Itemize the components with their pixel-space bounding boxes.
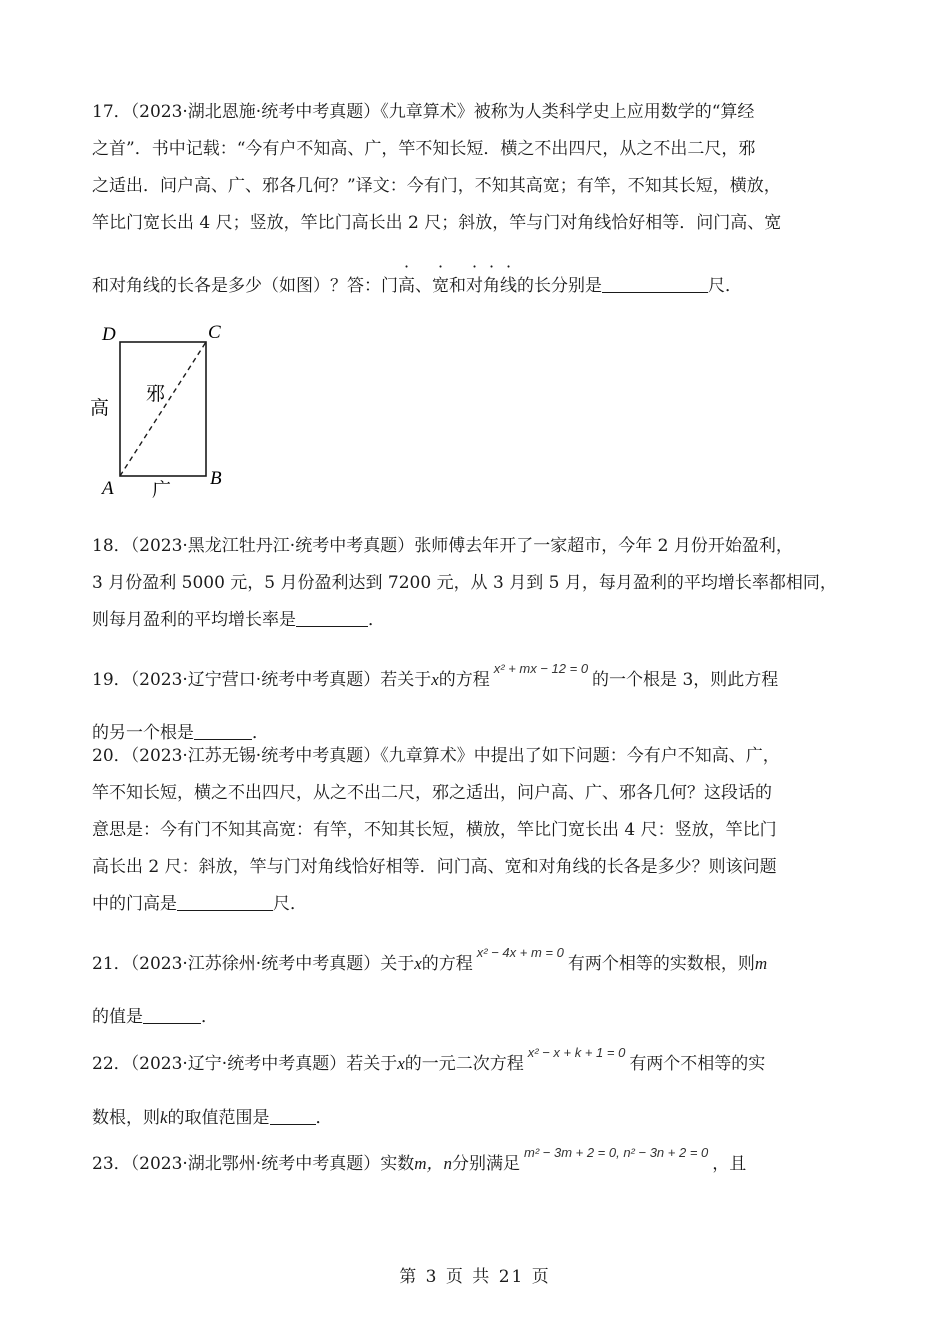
question-19 <box>92 650 862 752</box>
variable-x: x <box>431 670 439 689</box>
q17-line-2: 之首”．书中记载：“今有户不知高、广，竿不知长短．横之不出四尺，从之不出二尺，邪 <box>92 139 756 159</box>
emphasis-dot: 线 <box>500 276 517 296</box>
q17-line-3: 之适出．问户高、广、邪各几何？”译文：今有门，不知其高宽；有竿，不知其长短，横放， <box>92 176 781 196</box>
label-width: 广 <box>152 479 172 500</box>
q21-line-2: 的值是 ． <box>92 1007 218 1027</box>
question-18 <box>92 528 862 639</box>
answer-blank[interactable] <box>270 1106 316 1125</box>
q20-line-4: 高长出 2 尺：斜放，竿与门对角线恰好相等．问门高、宽和对角线的长各是多少？则该问题 <box>92 857 777 877</box>
q22-line-2: 数根，则k的取值范围是 ． <box>92 1108 333 1128</box>
question-23 <box>92 1134 862 1183</box>
question-20 <box>92 738 862 923</box>
q21-line-1: 21．（2023·江苏徐州·统考中考真题）关于x的方程$^{x^2 - 4x + m = 0}$有两个相等的实数根，则m <box>92 945 768 974</box>
variable-x: x <box>414 954 422 973</box>
answer-blank[interactable] <box>177 892 273 911</box>
q20-line-3: 意思是：今有门不知其高宽：有竿，不知其长短，横放，竿比门宽长出 4 尺：竖放，竿比门 <box>92 820 777 840</box>
q22-line-1: 22．（2023·辽宁·统考中考真题）若关于x的一元二次方程$^{x^2 - x + k + 1 = 0}$有两个不相等的实 <box>92 1045 766 1074</box>
equation-image: m² − 3m + 2 = 0, n² − 3n + 2 = 0 <box>523 1145 709 1160</box>
emphasis-dot: 角 <box>483 276 500 296</box>
emphasis-dot: 高 <box>398 276 415 296</box>
label-B: B <box>210 468 222 489</box>
answer-blank[interactable] <box>296 608 368 627</box>
variable-m: m <box>754 954 768 973</box>
q17-line-4: 竿比门宽长出 4 尺；竖放，竿比门高长出 2 尺；斜放，竿与门对角线恰好相等．问门高、宽 <box>92 213 782 233</box>
label-C: C <box>208 322 221 343</box>
emphasis-dot: 宽 <box>432 276 449 296</box>
answer-blank[interactable] <box>602 274 708 293</box>
equation-image: x² − 4x + m = 0 <box>476 945 564 960</box>
question-21 <box>92 934 862 1036</box>
q17-line-5: 和对角线的长各是多少（如图）？答：门高、宽和对角线的长分别是 尺． <box>92 268 862 305</box>
label-diagonal: 邪 <box>146 383 166 405</box>
label-A: A <box>102 478 114 499</box>
answer-blank[interactable] <box>143 1005 201 1024</box>
variable-mn: m，n <box>414 1154 452 1173</box>
q20-line-1: 20．（2023·江苏无锡·统考中考真题）《九章算术》中提出了如下问题：今有户不知高、广， <box>92 746 780 766</box>
variable-x: x <box>397 1054 405 1073</box>
door-diagram <box>88 320 248 500</box>
q17-line-1: 17．（2023·湖北恩施·统考中考真题）《九章算术》被称为人类科学史上应用数学的“算经 <box>92 102 755 122</box>
question-22 <box>92 1034 862 1137</box>
label-height: 高 <box>90 397 110 419</box>
label-D: D <box>102 324 116 345</box>
q20-line-2: 竿不知长短，横之不出四尺，从之不出二尺，邪之适出，问户高、广、邪各几何？这段话的 <box>92 783 772 803</box>
q23-line-1: 23．（2023·湖北鄂州·统考中考真题）实数m，n分别满足$^{m^2 - 3m + 2 = 0, n^2 - 3n + 2 = 0}$，且 <box>92 1145 747 1174</box>
q19-line-1: 19．（2023·辽宁营口·统考中考真题）若关于x的方程$^{x^2 + mx - 12 = 0}$的一个根是 3，则此方程 <box>92 661 779 690</box>
q20-line-5: 中的门高是 尺． <box>92 894 307 914</box>
q18-line-3: 则每月盈利的平均增长率是 ． <box>92 610 385 630</box>
page-footer: 第 3 页 共 21 页 <box>399 1267 551 1287</box>
equation-image: x² − x + k + 1 = 0 <box>527 1045 626 1060</box>
emphasis-dot: 对 <box>466 276 483 296</box>
q19-line-2: 的另一个根是 ． <box>92 723 269 743</box>
variable-k: k <box>160 1108 168 1127</box>
diagonal-line <box>120 342 206 476</box>
question-17 <box>92 94 862 305</box>
q18-line-2: 3 月份盈利 5000 元，5 月份盈利达到 7200 元，从 3 月到 5 月，每月盈利的平均增长率都相同， <box>92 573 837 593</box>
q18-line-1: 18．（2023·黑龙江牡丹江·统考中考真题）张师傅去年开了一家超市，今年 2 月份开始盈利， <box>92 536 793 556</box>
equation-image: x² + mx − 12 = 0 <box>493 661 589 676</box>
